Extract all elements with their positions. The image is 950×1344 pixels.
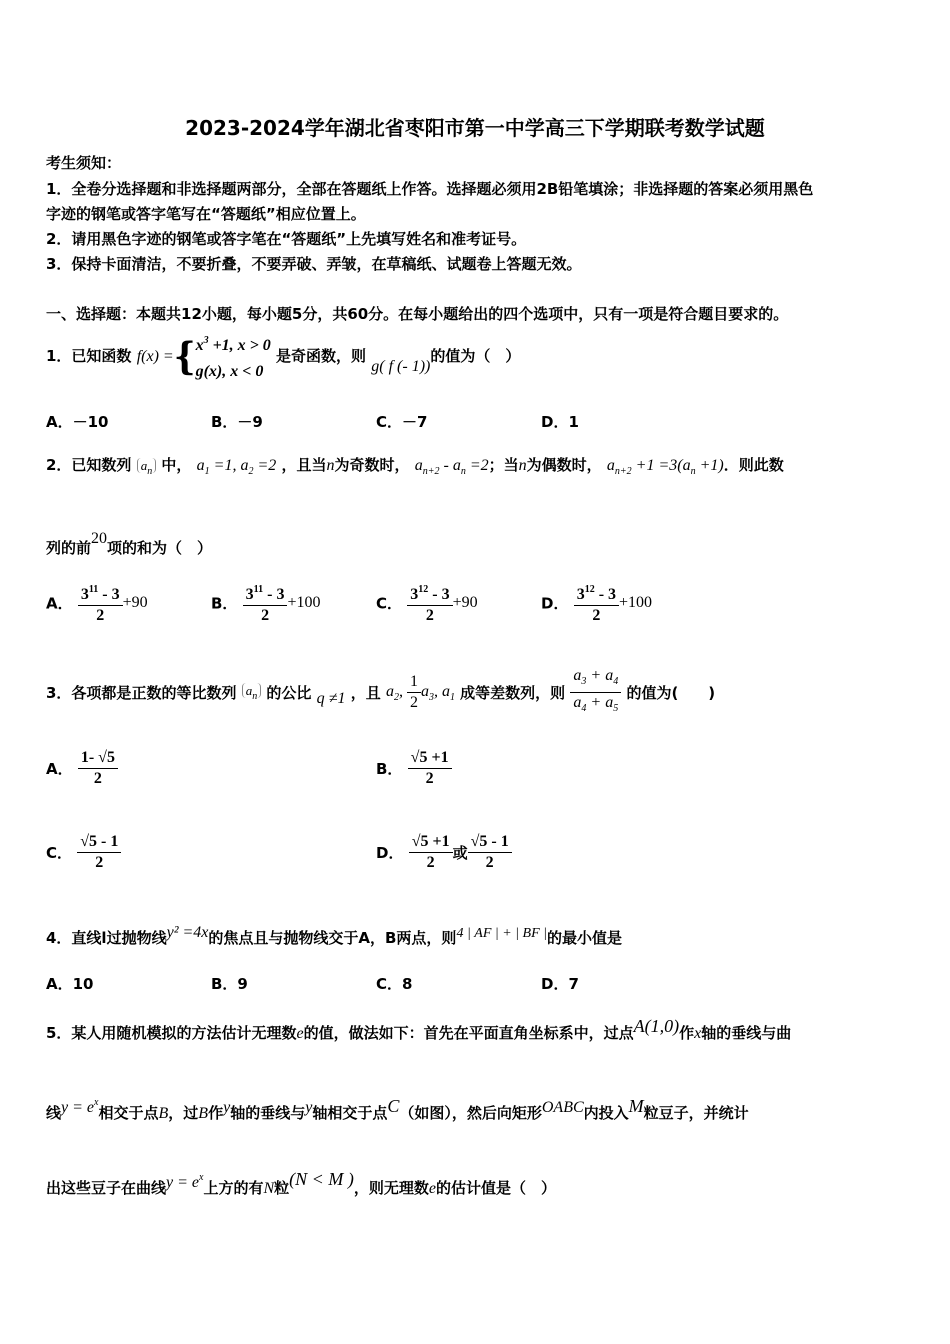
q3-b-label: B． xyxy=(376,760,403,778)
q1-g-expr: g( f (- 1)) xyxy=(371,358,431,375)
q2-option-c[interactable] xyxy=(376,580,478,626)
q5-curve-1-base: y = e xyxy=(61,1099,95,1116)
q3-a-num: 1- √5 xyxy=(78,748,118,769)
q3-d-label: D． xyxy=(376,844,404,862)
q5-curve-1-exp: x xyxy=(94,1097,99,1108)
q5-e-1: e xyxy=(296,1025,304,1042)
q2-b-add: +100 xyxy=(287,594,321,611)
q3-d-frac-1 xyxy=(409,832,453,873)
q1-prefix: 1．已知函数 xyxy=(46,347,132,365)
q3-c-label: C． xyxy=(46,844,73,862)
q3-terms: $a_2$, $\frac{1}{2}$ $a_3$, $a_1$ xyxy=(385,673,455,711)
question-2 xyxy=(46,449,784,488)
question-4 xyxy=(46,918,622,953)
q5-point-c: C xyxy=(387,1096,400,1116)
q5-line2-g: （如图），然后向矩形 xyxy=(399,1104,542,1122)
q2-c-base: 3 xyxy=(410,586,419,603)
q3-d-den-1: 2 xyxy=(426,854,435,871)
q2-b-tail: - 3 xyxy=(263,586,285,603)
q2-t3: ；当 xyxy=(488,456,519,474)
q2-b-frac xyxy=(243,580,288,626)
q3-c-frac xyxy=(77,832,121,873)
notice-item-1: 1．全卷分选择题和非选择题两部分，全部在答题纸上作答。选择题必须用2B铅笔填涂；非选择题的答案必须用黑色 xyxy=(46,180,814,198)
q1-suffix: 的值为（ ） xyxy=(430,347,521,365)
q3-d-num-2: √5 - 1 xyxy=(468,832,512,853)
q3-t2: ，且 xyxy=(350,684,381,702)
q5-rectangle: OABC xyxy=(541,1099,584,1116)
q3-t4: 的值为( ) xyxy=(626,684,716,702)
q1-option-c[interactable]: C．－7 xyxy=(376,413,428,431)
q3-option-b[interactable] xyxy=(376,748,452,789)
q3-d-den-2: 2 xyxy=(485,854,494,871)
page-title: 2023-2024学年湖北省枣阳市第一中学高三下学期联考数学试题 xyxy=(185,116,765,140)
question-5-line-3 xyxy=(46,1162,556,1205)
question-5-line-2 xyxy=(46,1087,749,1130)
q2-b-exp: 11 xyxy=(253,584,264,595)
q5-curve-2 xyxy=(166,1174,203,1191)
q5-line3-b: 上方的有 xyxy=(203,1179,264,1197)
q5-inequality: (N < M ) xyxy=(289,1169,354,1189)
q5-e-2: e xyxy=(428,1180,436,1197)
q5-m: M xyxy=(628,1096,644,1116)
q5-line2-a: 线 xyxy=(46,1104,62,1122)
q2-sequence: $a_n$ xyxy=(137,458,157,473)
q1-option-a[interactable]: A．－10 xyxy=(46,413,109,431)
q4-option-a[interactable]: A．10 xyxy=(46,975,94,993)
q2-b-base: 3 xyxy=(245,586,254,603)
q2-t1: ，且当 xyxy=(281,456,327,474)
q1-case1-rest: +1, x > 0 xyxy=(208,337,271,354)
q2-d-den: 2 xyxy=(592,607,601,624)
q3-d-or: 或 xyxy=(452,844,468,862)
q4-option-d[interactable]: D．7 xyxy=(541,975,579,993)
q5-line2-c: ，过 xyxy=(168,1104,199,1122)
q2-zhong: 中， xyxy=(161,456,192,474)
notice-heading: 考生须知： xyxy=(46,154,122,172)
q2-c-exp: 12 xyxy=(418,584,429,595)
q2-d-frac xyxy=(574,580,619,626)
q5-line2-h: 内投入 xyxy=(583,1104,629,1122)
q2-line2-b: 项的和为（ ） xyxy=(107,539,213,557)
q2-t2: 为奇数时， xyxy=(334,456,410,474)
q2-initial-values: $a_1 =1$, $a_2 =2$ xyxy=(196,457,277,477)
question-3 xyxy=(46,666,715,719)
q3-d-num-1: √5 +1 xyxy=(409,832,453,853)
q5-y-2: y xyxy=(305,1099,313,1116)
q3-c-den: 2 xyxy=(95,854,104,871)
q3-prefix: 3．各项都是正数的等比数列 xyxy=(46,684,237,702)
q2-d-base: 3 xyxy=(576,586,585,603)
q1-function: f(x) = xyxy=(136,348,174,365)
q2-d-label: D． xyxy=(541,594,569,613)
q3-option-d[interactable] xyxy=(376,832,512,873)
q2-even-rule: $a_{n+2} +1 =3(a_n +1)$ xyxy=(606,457,724,477)
q2-b-den: 2 xyxy=(261,607,270,624)
q2-t4: 为偶数时， xyxy=(526,456,602,474)
q2-a-label: A． xyxy=(46,594,73,613)
q1-cases xyxy=(196,328,271,385)
q2-n-odd: n xyxy=(326,457,335,474)
q5-line2-i: 粒豆子，并统计 xyxy=(643,1104,749,1122)
q5-line1-d: 轴的垂线与曲 xyxy=(701,1024,792,1042)
q3-t3: 成等差数列，则 xyxy=(460,684,566,702)
q5-point-b-2: B xyxy=(198,1105,209,1122)
q5-line3-d: ，则无理数 xyxy=(353,1179,429,1197)
notice-item-3: 3．保持卡面清洁，不要折叠，不要弄破、弄皱，在草稿纸、试题卷上答题无效。 xyxy=(46,255,582,273)
q2-twenty: 20 xyxy=(91,530,108,547)
q3-a-label: A． xyxy=(46,760,73,778)
q3-a-den: 2 xyxy=(93,770,102,787)
section-heading: 一、选择题：本题共12小题，每小题5分，共60分。在每小题给出的四个选项中，只有一项是符合题目要求的。 xyxy=(46,305,789,323)
q5-line1-a: 5．某人用随机模拟的方法估计无理数 xyxy=(46,1024,297,1042)
q5-x-axis: x xyxy=(694,1025,702,1042)
q2-n-even: n xyxy=(518,457,527,474)
q5-y-1: y xyxy=(223,1099,231,1116)
q2-c-label: C． xyxy=(376,594,403,613)
q1-middle: 是奇函数，则 xyxy=(276,347,367,365)
notice-item-1-cont: 字迹的钢笔或答字笔写在“答题纸”相应位置上。 xyxy=(46,205,366,223)
q2-a-base: 3 xyxy=(80,586,89,603)
q1-option-d[interactable]: D．1 xyxy=(541,413,579,431)
q2-a-tail: - 3 xyxy=(98,586,120,603)
q2-odd-rule: $a_{n+2} - a_n =2$ xyxy=(414,457,489,477)
q2-option-d[interactable] xyxy=(541,580,652,626)
q3-b-den: 2 xyxy=(425,770,434,787)
q4-middle: 的焦点且与抛物线交于A，B两点，则 xyxy=(208,929,457,947)
q3-sequence: $a_n$ xyxy=(242,683,262,698)
q5-n: N xyxy=(263,1180,275,1197)
q5-point-b-1: B xyxy=(158,1105,169,1122)
q5-line3-e: 的估计值是（ ） xyxy=(435,1179,556,1197)
q3-a-frac xyxy=(78,748,118,789)
q2-d-tail: - 3 xyxy=(594,586,617,603)
q1-brace: { xyxy=(173,334,196,379)
q3-ratio-expr: $\frac{a_3 + a_4}{a_4 + a_5}$ xyxy=(570,666,621,719)
q5-point-a: A(1,0) xyxy=(633,1016,680,1036)
q4-option-b[interactable]: B．9 xyxy=(211,975,248,993)
q5-curve-1 xyxy=(61,1099,98,1116)
notice-item-2: 2．请用黑色字迹的钢笔或答字笔在“答题纸”上先填写姓名和准考证号。 xyxy=(46,230,527,248)
q2-c-frac xyxy=(407,580,452,626)
question-1 xyxy=(46,328,520,394)
q1-case2: g(x), x < 0 xyxy=(195,363,264,380)
q2-c-tail: - 3 xyxy=(428,586,450,603)
q3-c-num: √5 - 1 xyxy=(77,832,121,853)
q5-line2-e: 轴的垂线与 xyxy=(230,1104,306,1122)
question-5 xyxy=(46,1010,791,1050)
q2-d-add: +100 xyxy=(619,594,653,611)
q2-option-a[interactable] xyxy=(46,580,148,626)
q3-b-num: √5 +1 xyxy=(408,748,452,769)
q4-option-c[interactable]: C．8 xyxy=(376,975,413,993)
q1-option-b[interactable]: B．－9 xyxy=(211,413,263,431)
q3-ratio: q ≠1 xyxy=(316,690,346,707)
q2-t5: ．则此数 xyxy=(723,456,784,474)
q4-suffix: 的最小值是 xyxy=(547,929,623,947)
q2-option-b[interactable] xyxy=(211,580,320,626)
q2-a-exp: 11 xyxy=(88,584,99,595)
q4-expression: 4 | AF | + | BF | xyxy=(456,926,547,941)
q3-option-a[interactable] xyxy=(46,748,118,789)
q2-prefix: 2．已知数列 xyxy=(46,456,132,474)
q5-curve-2-exp: x xyxy=(199,1172,204,1183)
q5-line3-a: 出这些豆子在曲线 xyxy=(46,1179,167,1197)
q2-c-den: 2 xyxy=(425,607,434,624)
q3-b-frac xyxy=(408,748,452,789)
q2-d-exp: 12 xyxy=(584,584,595,595)
q2-a-frac xyxy=(78,580,123,626)
q3-t1: 的公比 xyxy=(266,684,312,702)
q4-prefix: 4．直线l过抛物线 xyxy=(46,929,167,947)
q3-d-frac-2 xyxy=(468,832,512,873)
q2-a-den: 2 xyxy=(96,607,105,624)
q5-line3-c: 粒 xyxy=(274,1179,290,1197)
q2-a-add: +90 xyxy=(122,594,148,611)
q1-case1-exp: 3 xyxy=(203,335,209,346)
q5-line1-c: 作 xyxy=(679,1024,695,1042)
q5-line2-d: 作 xyxy=(208,1104,224,1122)
q5-curve-2-base: y = e xyxy=(166,1174,200,1191)
q1-case1: x xyxy=(195,337,204,354)
q5-line2-f: 轴相交于点 xyxy=(312,1104,388,1122)
q5-line1-b: 的值，做法如下：首先在平面直角坐标系中，过点 xyxy=(303,1024,634,1042)
q3-option-c[interactable] xyxy=(46,832,121,873)
q2-c-add: +90 xyxy=(452,594,478,611)
q2-b-label: B． xyxy=(211,594,238,613)
q4-parabola: y² =4x xyxy=(166,924,209,941)
q2-line2-a: 列的前 xyxy=(46,539,92,557)
question-2-cont xyxy=(46,523,212,564)
q5-line2-b: 相交于点 xyxy=(98,1104,159,1122)
